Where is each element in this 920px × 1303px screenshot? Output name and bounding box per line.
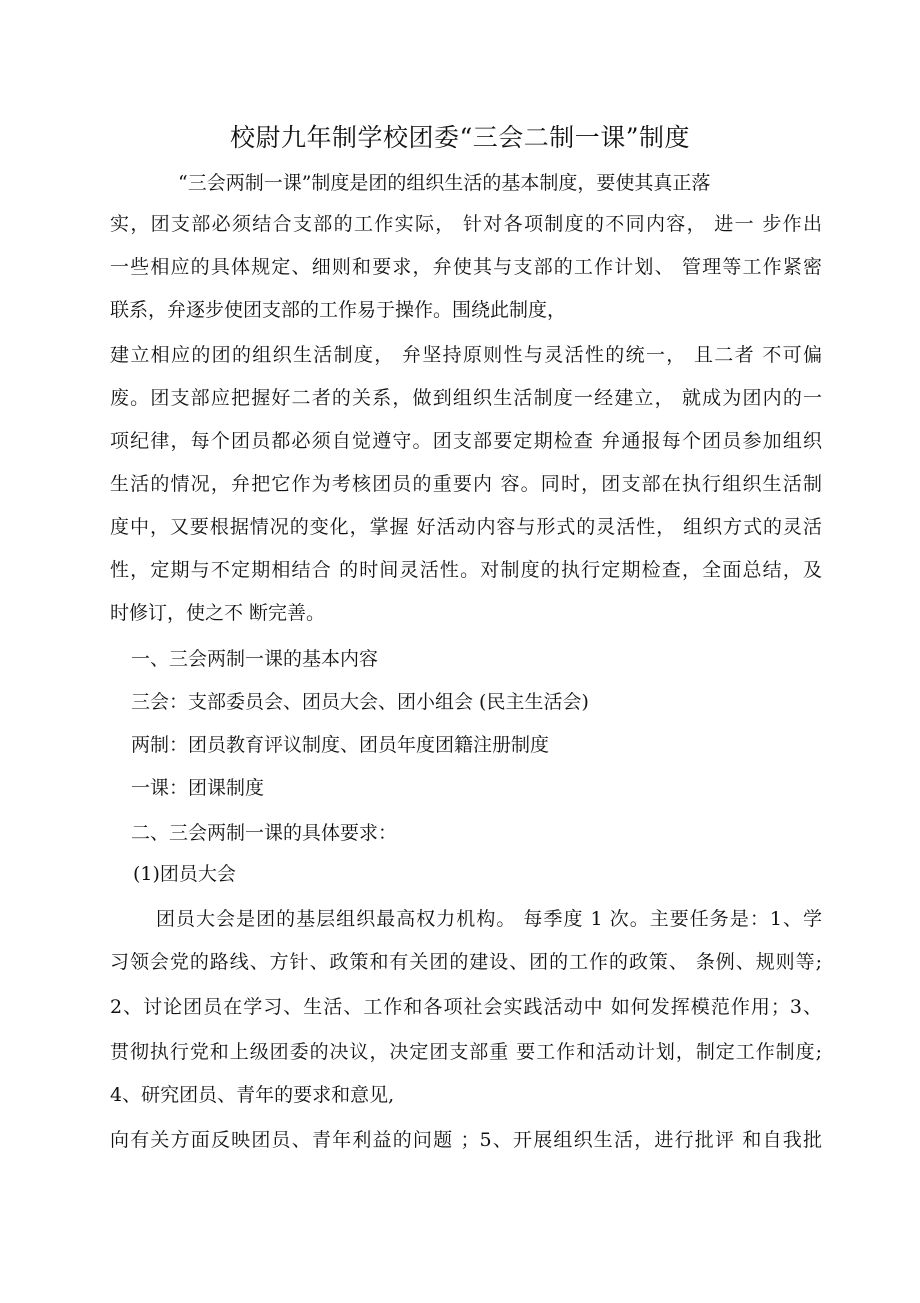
- intro-line: “三会两制一课”制度是团的组织生活的基本制度，要使其真正落: [178, 172, 711, 194]
- assembly-line: 贯彻执行党和上级团委的决议，决定团支部重 要工作和活动计划，制定工作制度;: [110, 1041, 822, 1063]
- intro-line: 一些相应的具体规定、细则和要求，弁使其与支部的工作计划、 管理等工作紧密: [110, 256, 822, 278]
- intro-line: 废。团支部应把握好二者的关系，做到组织生活制度一经建立， 就成为团内的一: [110, 387, 822, 409]
- list-item: 两制：团员教育评议制度、团员年度团籍注册制度: [131, 734, 550, 756]
- section-heading: 二、三会两制一课的具体要求：: [131, 822, 398, 844]
- intro-line: 性，定期与不定期相结合 的时间灵活性。对制度的执行定期检查，全面总结，及: [110, 559, 822, 581]
- intro-line: 建立相应的团的组织生活制度， 弁坚持原则性与灵活性的统一， 且二者 不可偏: [110, 344, 822, 366]
- intro-line: 度中，又要根据情况的变化，掌握 好活动内容与形式的灵活性， 组织方式的灵活: [110, 516, 822, 538]
- document-title: 校尉九年制学校团委“三会二制一课”制度: [229, 123, 691, 152]
- intro-line: 生活的情况，弁把它作为考核团员的重要内 容。同时，团支部在执行组织生活制: [110, 473, 822, 495]
- assembly-line: 4、研究团员、青年的要求和意见,: [110, 1084, 395, 1106]
- section-heading: 一、三会两制一课的基本内容: [131, 648, 379, 670]
- intro-line: 项纪律，每个团员都必须自觉遵守。团支部要定期检查 弁通报每个团员参加组织: [110, 430, 822, 452]
- list-item: 三会：支部委员会、团员大会、团小组会 (民主生活会): [131, 691, 589, 713]
- list-item: 一课：团课制度: [131, 777, 265, 799]
- assembly-line: 向有关方面反映团员、青年利益的问题 ；5、开展组织生活，进行批评 和自我批: [110, 1129, 822, 1151]
- assembly-line: 习领会党的路线、方针、政策和有关团的建设、团的工作的政策、 条例、规则等;: [110, 951, 822, 973]
- intro-line: 联系，弁逐步使团支部的工作易于操作。围绕此制度，: [110, 299, 567, 321]
- assembly-line: 2、讨论团员在学习、生活、工作和各项社会实践活动中 如何发挥模范作用；3、: [110, 996, 822, 1018]
- assembly-line: 团员大会是团的基层组织最高权力机构。 每季度 1 次。主要任务是：1、学: [156, 908, 822, 930]
- intro-line: 实，团支部必须结合支部的工作实际， 针对各项制度的不同内容， 进一 步作出: [110, 213, 822, 235]
- subsection-heading: (1)团员大会: [133, 863, 236, 885]
- intro-line: 时修订，使之不 断完善。: [110, 602, 326, 624]
